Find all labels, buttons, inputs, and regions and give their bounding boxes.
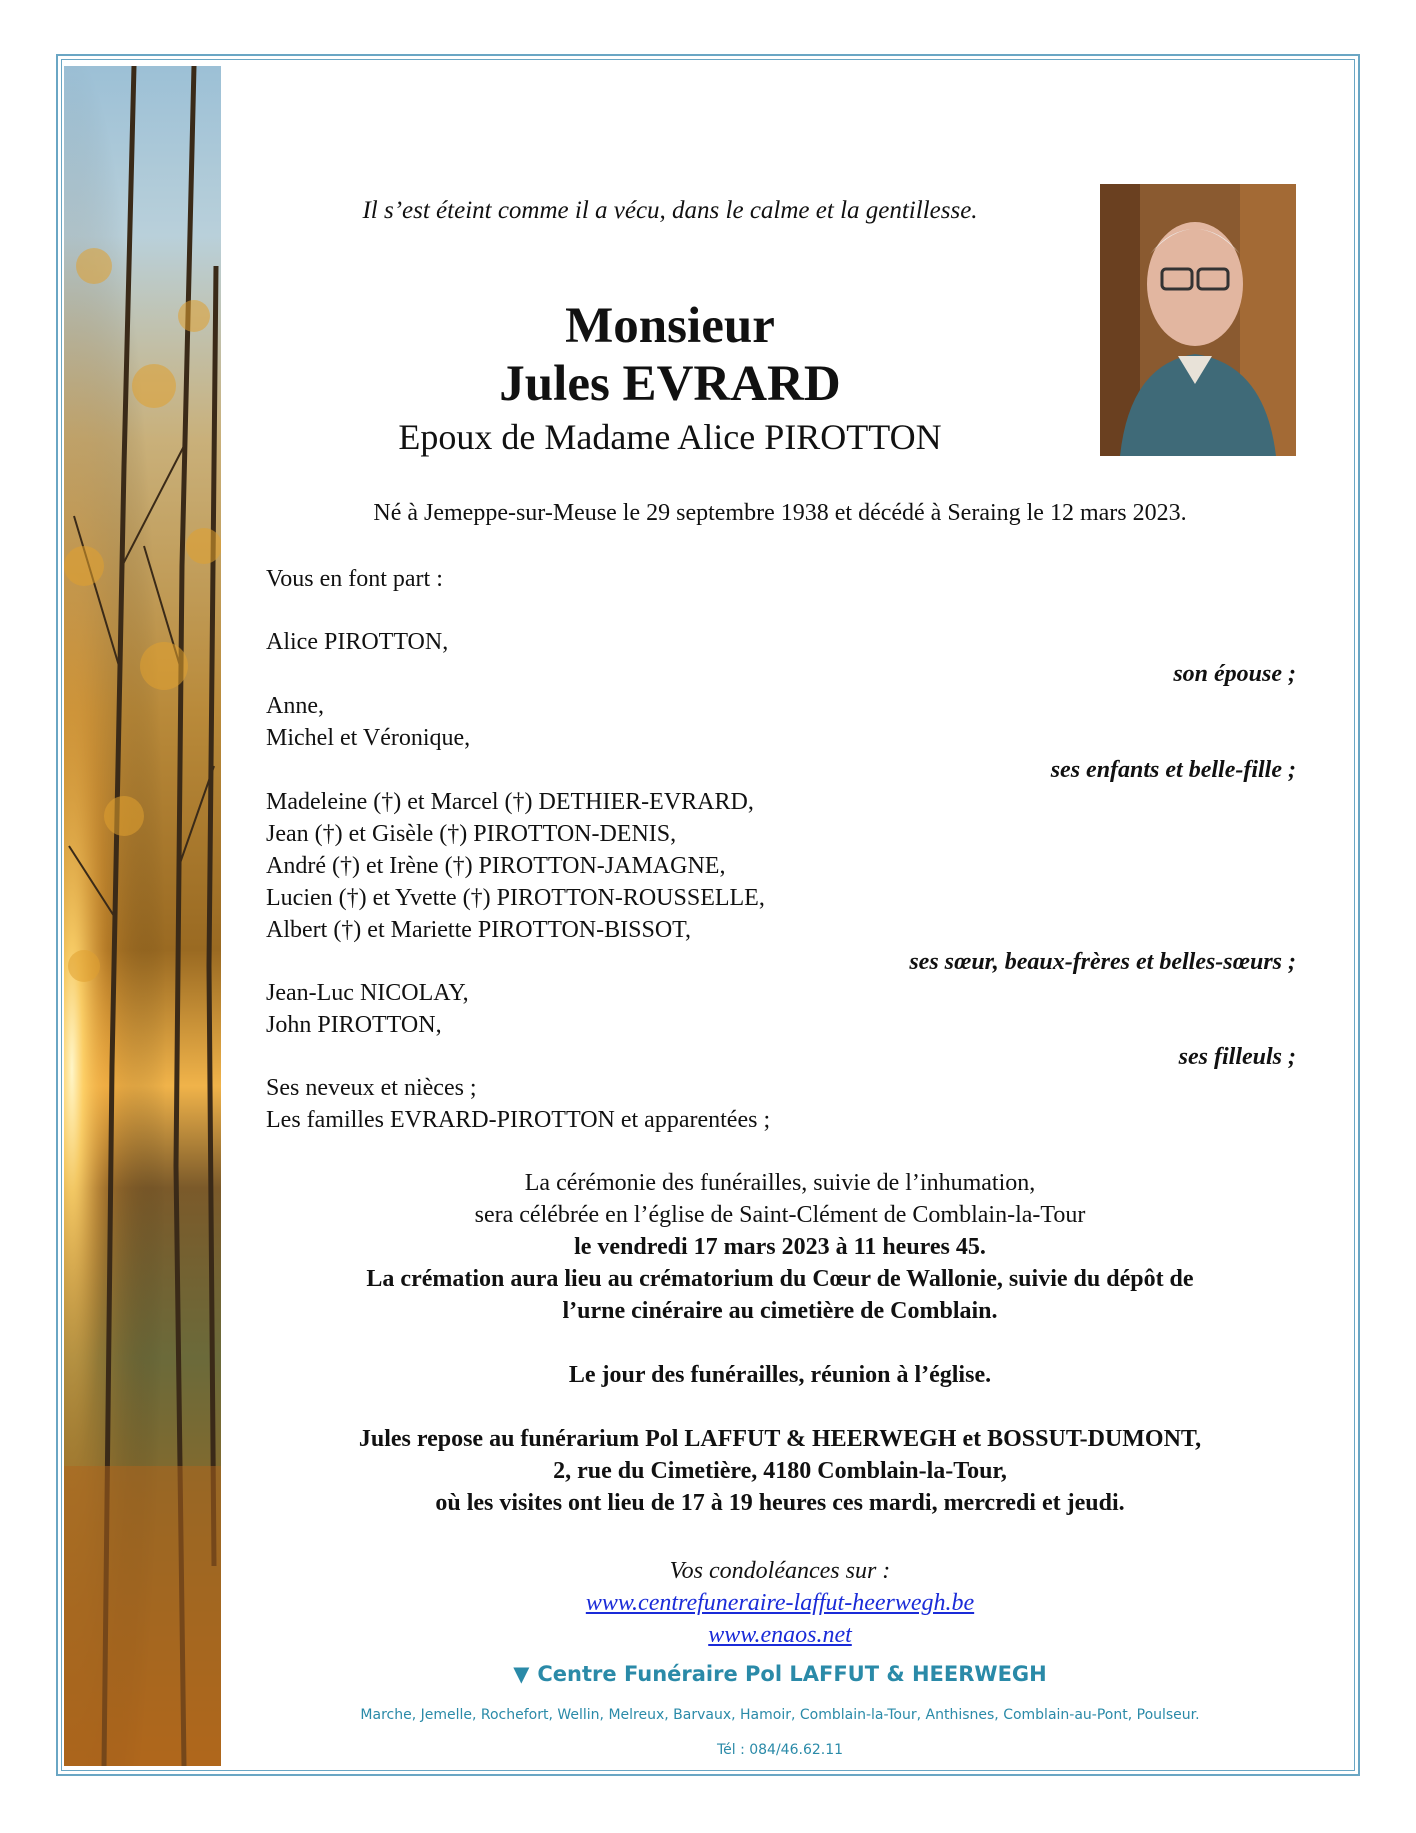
funerarium-address: 2, rue du Cimetière, 4180 Comblain-la-Tour, [553, 1458, 1007, 1484]
family-member: Albert (†) et Mariette PIROTTON-BISSOT, [266, 917, 692, 943]
ceremony-line: sera célébrée en l’église de Saint-Clément de Comblain-la-Tour [474, 1202, 1086, 1228]
autumn-forest-image [64, 66, 221, 1766]
family-group-4 [266, 977, 1296, 1073]
family-group-3 [266, 786, 1296, 978]
family-member: Lucien (†) et Yvette (†) PIROTTON-ROUSSELLE, [266, 885, 765, 911]
footer-phone: Tél : 084/46.62.11 [716, 1742, 844, 1758]
ceremony-line: La cérémonie des funérailles, suivie de l’inhumation, [524, 1170, 1036, 1196]
family-group-1 [266, 626, 1296, 690]
portrait-photo [1100, 184, 1296, 456]
family-member: Jean-Luc NICOLAY, [266, 980, 469, 1006]
funerarium-line: Jules repose au funérarium Pol LAFFUT & HEERWEGH et BOSSUT-DUMONT, [358, 1426, 1202, 1452]
condolences-link-funeraire[interactable]: www.centrefuneraire-laffut-heerwegh.be [585, 1590, 975, 1616]
extended-family [266, 1072, 1296, 1136]
cremation-line: La crémation aura lieu au crématorium du Cœur de Wallonie, suivie du dépôt de [366, 1266, 1194, 1292]
family-line: Les familles EVRARD-PIROTTON et apparentées ; [266, 1107, 771, 1133]
family-group-2 [266, 690, 1296, 786]
title-block [300, 297, 1040, 459]
relation-label: son épouse ; [1173, 661, 1296, 687]
family-member: André (†) et Irène (†) PIROTTON-JAMAGNE, [266, 853, 726, 879]
condolences-link-enaos[interactable]: www.enaos.net [708, 1622, 852, 1648]
cremation-line: l’urne cinéraire au cimetière de Comblain. [562, 1298, 998, 1324]
family-member: Alice PIROTTON, [266, 629, 449, 655]
relation-label: ses filleuls ; [1178, 1044, 1296, 1070]
epigraph: Il s’est éteint comme il a vécu, dans le calme et la gentillesse. [362, 197, 978, 224]
family-member: Anne, [266, 693, 324, 719]
family-member: John PIROTTON, [266, 1012, 442, 1038]
deceased-name: Jules EVRARD [499, 356, 841, 412]
family-member: Jean (†) et Gisèle (†) PIROTTON-DENIS, [266, 821, 677, 847]
footer-locations: Marche, Jemelle, Rochefort, Wellin, Melreux, Barvaux, Hamoir, Comblain-la-Tour, Anthisnes, Comblain-au-Pont, Poulseur. [360, 1707, 1200, 1723]
triangle-down-icon: ▼ [513, 1662, 530, 1686]
title-honorific: Monsieur [565, 298, 775, 354]
ceremony-date: le vendredi 17 mars 2023 à 11 heures 45. [574, 1234, 986, 1260]
family-member: Madeleine (†) et Marcel (†) DETHIER-EVRARD, [266, 789, 754, 815]
visiting-hours: où les visites ont lieu de 17 à 19 heures ces mardi, mercredi et jeudi. [435, 1490, 1125, 1516]
condolences-label: Vos condoléances sur : [669, 1558, 891, 1584]
spouse-line: Epoux de Madame Alice PIROTTON [398, 417, 942, 457]
birth-death-line: Né à Jemeppe-sur-Meuse le 29 septembre 1938 et décédé à Seraing le 12 mars 2023. [373, 500, 1187, 526]
family-member: Michel et Véronique, [266, 725, 471, 751]
family-line: Ses neveux et nièces ; [266, 1075, 477, 1101]
footer-company-name: Centre Funéraire Pol LAFFUT & HEERWEGH [537, 1662, 1047, 1686]
footer-company [250, 1662, 1310, 1686]
relation-label: ses sœur, beaux-frères et belles-sœurs ; [909, 949, 1296, 975]
ceremony-block [250, 1167, 1310, 1519]
condolences-block [250, 1555, 1310, 1651]
relation-label: ses enfants et belle-fille ; [1050, 757, 1296, 783]
intro-line: Vous en font part : [266, 566, 443, 592]
reunion-line: Le jour des funérailles, réunion à l’église. [568, 1362, 992, 1388]
